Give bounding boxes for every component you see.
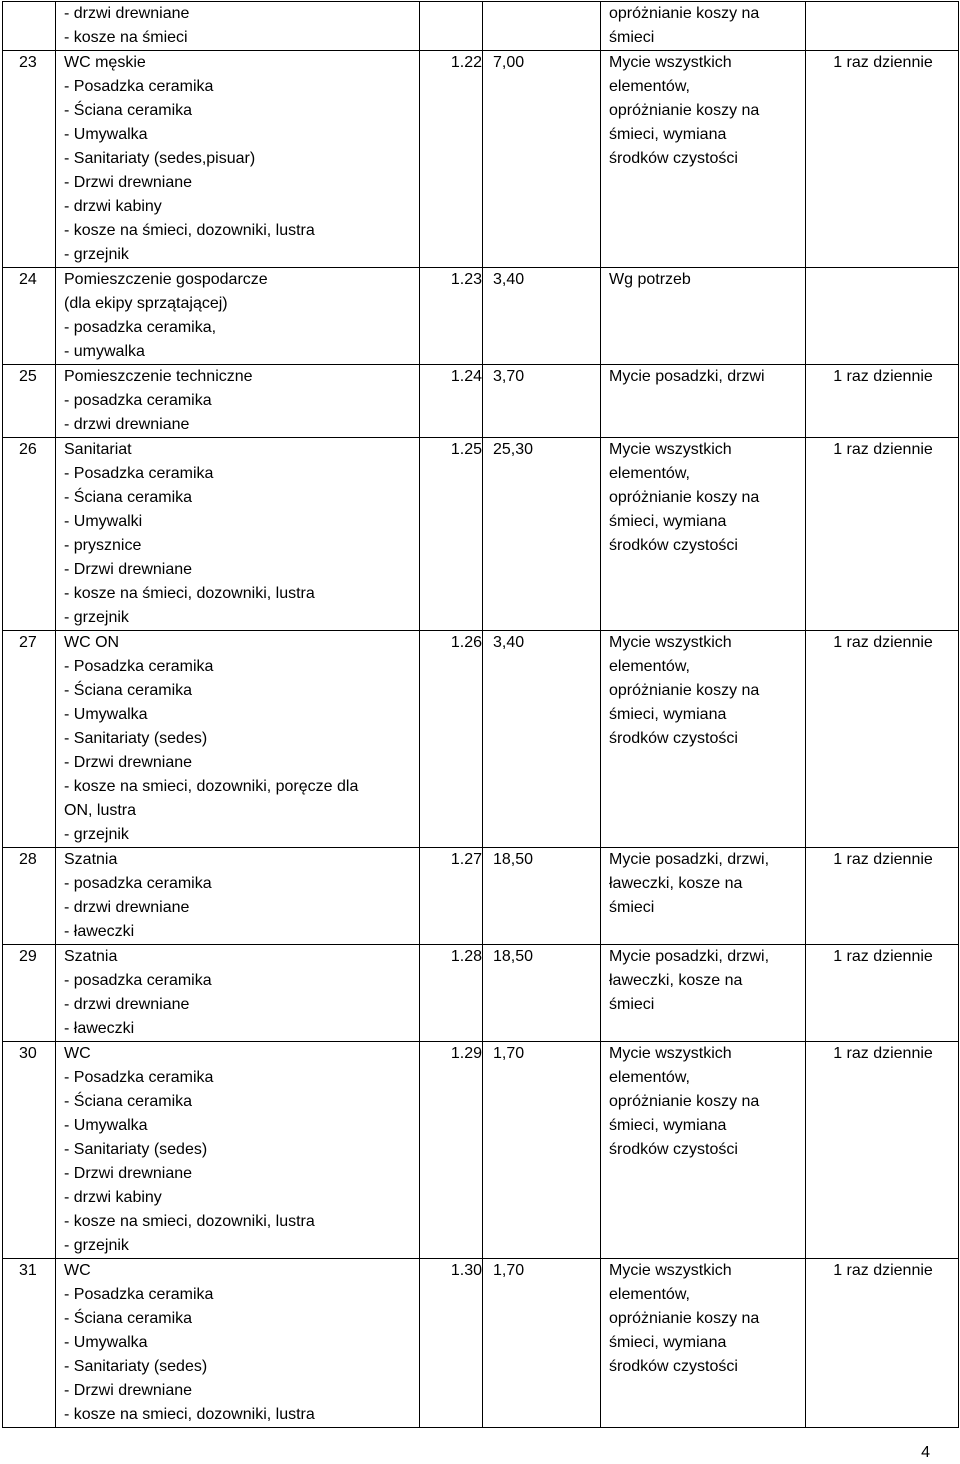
item-code: 1.29	[420, 1042, 483, 1259]
cleaning-scope: Mycie posadzki, drzwi, ławeczki, kosze na śmieci	[601, 848, 806, 945]
cleaning-frequency: 1 raz dziennie	[806, 365, 959, 438]
table-row	[3, 848, 959, 945]
table-body	[3, 2, 959, 1428]
cleaning-frequency: 1 raz dziennie	[806, 438, 959, 631]
room-area: 3,40	[483, 268, 601, 365]
cleaning-scope: opróżnianie koszy na śmieci	[601, 2, 806, 51]
page-number: 4	[921, 1444, 930, 1461]
cleaning-scope: Mycie wszystkich elementów, opróżnianie koszy na śmieci, wymiana środków czystości	[601, 631, 806, 848]
item-code: 1.23	[420, 268, 483, 365]
cleaning-scope: Mycie wszystkich elementów, opróżnianie koszy na śmieci, wymiana środków czystości	[601, 1042, 806, 1259]
room-description: WC ON - Posadzka ceramika - Ściana ceramika - Umywalka - Sanitariaty (sedes) - Drzwi drewniane - kosze na smieci, dozowniki, poręcze dla ON, lustra - grzejnik	[56, 631, 420, 848]
room-area	[483, 2, 601, 51]
room-number: 29	[3, 945, 56, 1042]
table-row	[3, 51, 959, 268]
table-row	[3, 631, 959, 848]
room-number: 27	[3, 631, 56, 848]
room-description: Szatnia - posadzka ceramika - drzwi drewniane - ławeczki	[56, 848, 420, 945]
room-number: 30	[3, 1042, 56, 1259]
table-row	[3, 1259, 959, 1428]
room-area: 18,50	[483, 848, 601, 945]
item-code: 1.24	[420, 365, 483, 438]
room-number: 24	[3, 268, 56, 365]
room-number: 31	[3, 1259, 56, 1428]
item-code: 1.28	[420, 945, 483, 1042]
table-row	[3, 438, 959, 631]
cleaning-frequency: 1 raz dziennie	[806, 1042, 959, 1259]
cleaning-frequency: 1 raz dziennie	[806, 1259, 959, 1428]
room-area: 3,40	[483, 631, 601, 848]
table-row	[3, 268, 959, 365]
room-area: 18,50	[483, 945, 601, 1042]
table-row	[3, 2, 959, 51]
cleaning-scope: Wg potrzeb	[601, 268, 806, 365]
item-code: 1.25	[420, 438, 483, 631]
item-code: 1.26	[420, 631, 483, 848]
room-description: Szatnia - posadzka ceramika - drzwi drewniane - ławeczki	[56, 945, 420, 1042]
room-description: Pomieszczenie gospodarcze (dla ekipy sprzątającej) - posadzka ceramika, - umywalka	[56, 268, 420, 365]
cleaning-frequency	[806, 268, 959, 365]
cleaning-scope: Mycie wszystkich elementów, opróżnianie koszy na śmieci, wymiana środków czystości	[601, 1259, 806, 1428]
cleaning-frequency: 1 raz dziennie	[806, 631, 959, 848]
room-area: 1,70	[483, 1259, 601, 1428]
room-number	[3, 2, 56, 51]
room-area: 25,30	[483, 438, 601, 631]
room-description: WC - Posadzka ceramika - Ściana ceramika - Umywalka - Sanitariaty (sedes) - Drzwi drewniane - drzwi kabiny - kosze na smieci, dozowniki, lustra - grzejnik	[56, 1042, 420, 1259]
room-description: WC męskie - Posadzka ceramika - Ściana ceramika - Umywalka - Sanitariaty (sedes,pisuar) - Drzwi drewniane - drzwi kabiny - kosze na śmieci, dozowniki, lustra - grzejnik	[56, 51, 420, 268]
cleaning-scope: Mycie posadzki, drzwi, ławeczki, kosze na śmieci	[601, 945, 806, 1042]
cleaning-frequency	[806, 2, 959, 51]
cleaning-frequency: 1 raz dziennie	[806, 51, 959, 268]
room-number: 23	[3, 51, 56, 268]
room-area: 1,70	[483, 1042, 601, 1259]
cleaning-frequency: 1 raz dziennie	[806, 848, 959, 945]
cleaning-schedule-table	[2, 1, 959, 1428]
table-row	[3, 1042, 959, 1259]
cleaning-scope: Mycie wszystkich elementów, opróżnianie koszy na śmieci, wymiana środków czystości	[601, 51, 806, 268]
cleaning-scope: Mycie posadzki, drzwi	[601, 365, 806, 438]
room-description: Pomieszczenie techniczne - posadzka ceramika - drzwi drewniane	[56, 365, 420, 438]
item-code: 1.27	[420, 848, 483, 945]
table-row	[3, 365, 959, 438]
cleaning-scope: Mycie wszystkich elementów, opróżnianie koszy na śmieci, wymiana środków czystości	[601, 438, 806, 631]
room-description: Sanitariat - Posadzka ceramika - Ściana ceramika - Umywalki - prysznice - Drzwi drewniane - kosze na śmieci, dozowniki, lustra - grzejnik	[56, 438, 420, 631]
room-number: 25	[3, 365, 56, 438]
room-description: - drzwi drewniane - kosze na śmieci	[56, 2, 420, 51]
table-row	[3, 945, 959, 1042]
item-code	[420, 2, 483, 51]
cleaning-frequency: 1 raz dziennie	[806, 945, 959, 1042]
room-description: WC - Posadzka ceramika - Ściana ceramika - Umywalka - Sanitariaty (sedes) - Drzwi drewniane - kosze na smieci, dozowniki, lustra	[56, 1259, 420, 1428]
room-number: 28	[3, 848, 56, 945]
room-area: 7,00	[483, 51, 601, 268]
room-number: 26	[3, 438, 56, 631]
item-code: 1.22	[420, 51, 483, 268]
item-code: 1.30	[420, 1259, 483, 1428]
room-area: 3,70	[483, 365, 601, 438]
